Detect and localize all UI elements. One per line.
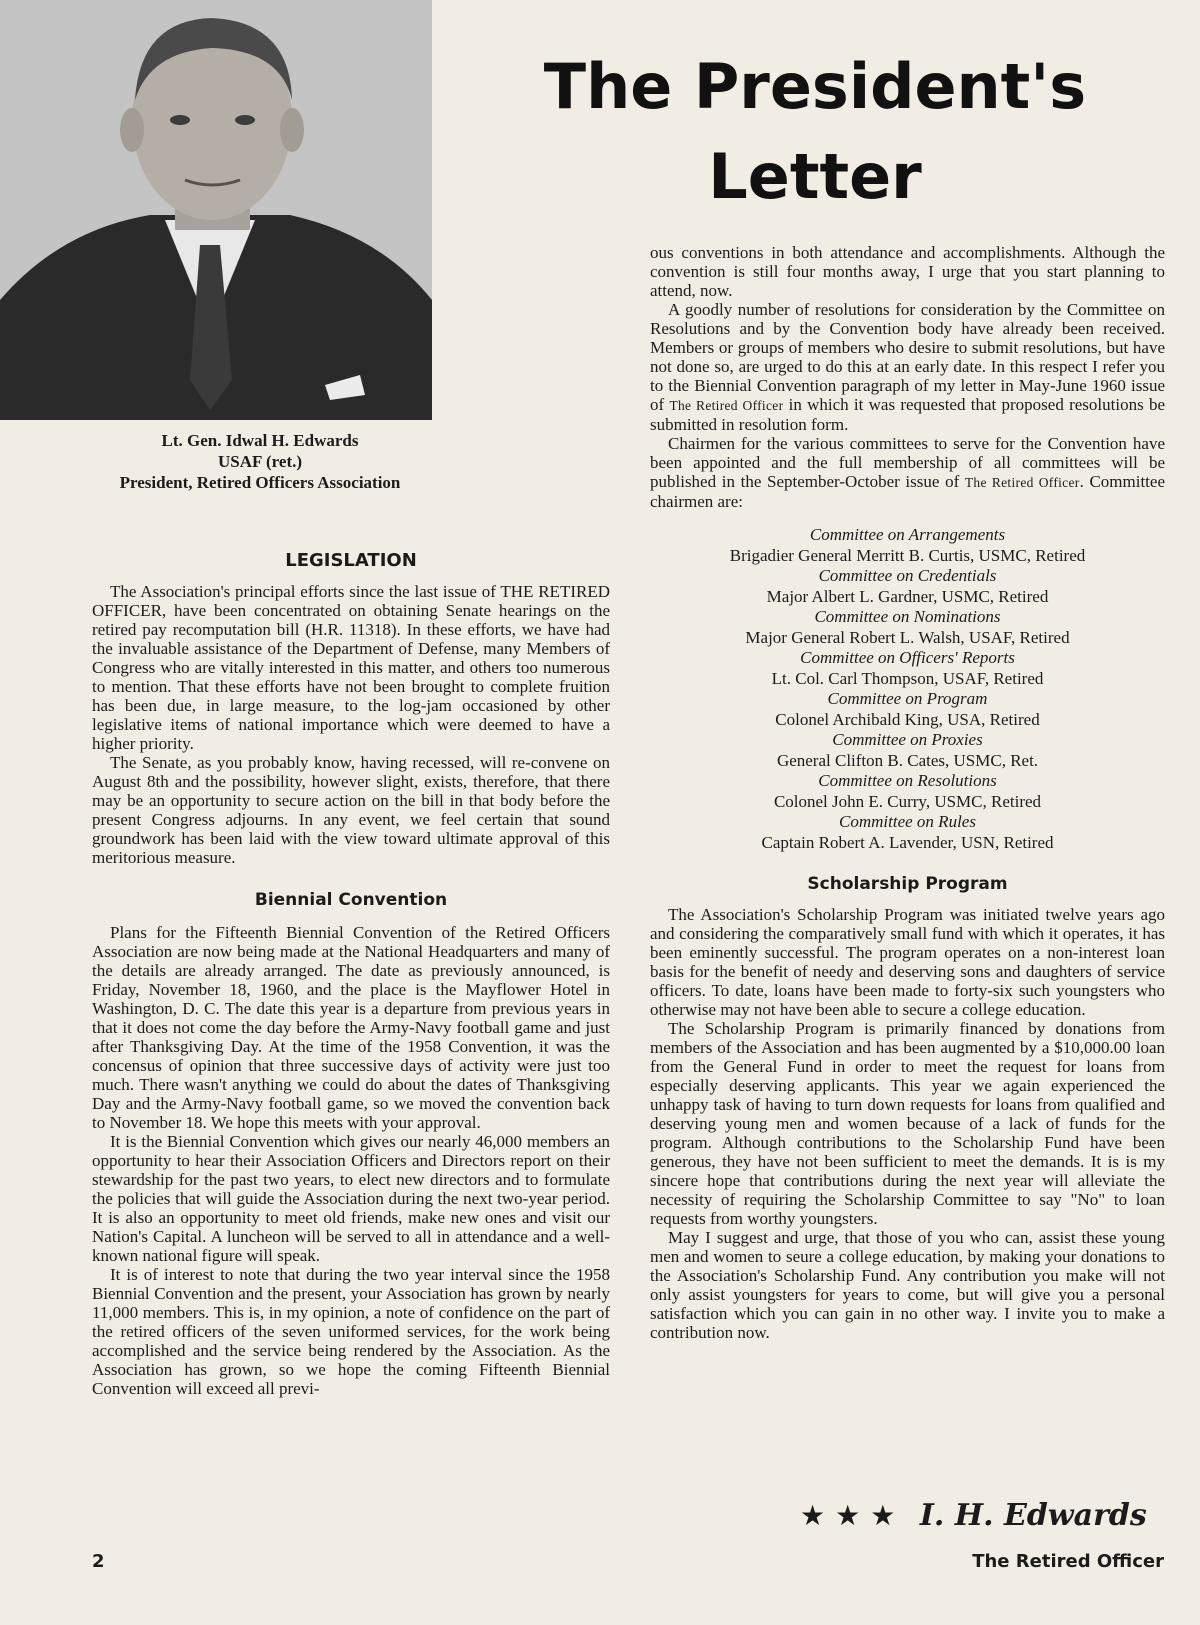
legislation-paragraph-2: The Senate, as you probably know, having recessed, will re-convene on August 8th and the possibility, however slight, exists, therefore, that there may be an opportunity to secure action on the bill in that body before the present Congress adjourns. In any event, we feel certain that sound groundwork has been laid with the view toward ultimate approval of this meritorious measure. (92, 753, 610, 867)
publication-name: The Retired Officer (972, 1551, 1164, 1572)
right-column (650, 243, 1165, 1342)
biennial-paragraph-1: Plans for the Fifteenth Biennial Convention of the Retired Officers Association are now being made at the National Headquarters and many of the details are already arranged. The date as previously announced, is Friday, November 18, 1960, and the place is the Mayflower Hotel in Washington, D. C. The date this year is a departure from previous years in that it does not come the day before the Army-Navy football game and just after Thanksgiving Day. At the time of the 1958 Convention, it was the concensus of opinion that three successive days of activity were just too much. There wasn't anything we could do about the dates of Thanksgiving Day and the Army-Navy football game, so we moved the convention back to November 18. We hope this meets with your approval. (92, 923, 610, 1132)
biennial-paragraph-3: It is of interest to note that during the two year interval since the 1958 Biennial Convention and the present, your Association has grown by nearly 11,000 members. This is, in my opinion, a note of confidence on the part of the retired officers of the seven uniformed services, for the work being accomplished and the service being rendered by the Association. As the Association has grown, so we hope the coming Fifteenth Biennial Convention will exceed all previ- (92, 1265, 610, 1398)
committee-chair: General Clifton B. Cates, USMC, Ret. (776, 751, 1039, 770)
committee-chair: Colonel John E. Curry, USMC, Retired (773, 792, 1042, 811)
biennial-paragraph-4: ous conventions in both attendance and accomplishments. Although the convention is still four months away, I urge that you start planning to attend, now. (650, 243, 1165, 300)
scholarship-heading: Scholarship Program (807, 874, 1008, 894)
scholarship-paragraph-3: May I suggest and urge, that those of you who can, assist these young men and women to seure a college education, by making your donations to the Association's Scholarship Fund. Any contribution you make will not only assist youngsters for years to come, but will give you a personal satisfaction which you can gain in no other way. I invite you to make a contribution now. (650, 1228, 1165, 1342)
portrait-photo (0, 0, 432, 420)
committee-list (650, 525, 1165, 853)
committee-chair: Brigadier General Merritt B. Curtis, USMC, Retired (729, 546, 1086, 565)
committee-name: Committee on Rules (839, 812, 976, 831)
biennial-paragraph-2: It is the Biennial Convention which gives our nearly 46,000 members an opportunity to hear their Association Officers and Directors report on their stewardship for the past two years, to elect new directors and to formulate the policies that will guide the Association during the next two-year period. It is also an opportunity to meet old friends, make new ones and visit our Nation's Capital. A luncheon will be served to all in attendance and a well-known national figure will speak. (92, 1132, 610, 1265)
biennial-p5-text-b: in which it was requested that proposed resolutions be submitted in resolution form. (650, 395, 1166, 434)
title-line-2: Letter (708, 140, 922, 213)
biennial-paragraph-6 (650, 434, 1165, 511)
signature-block (800, 1498, 1180, 1538)
page-title (470, 42, 1160, 222)
biennial-p6-text-b: . Committee chairmen are: (650, 472, 1165, 511)
legislation-paragraph-1: The Association's principal efforts since the last issue of THE RETIRED OFFICER, have been concentrated on obtaining Senate hearings on the retired pay recomputation bill (H.R. 11318). In these efforts, we have had the invaluable assistance of the Department of Defense, many Members of Congress who are vitally interested in this matter, and others too numerous to mention. That these efforts have not been brought to complete fruition has been due, in large measure, to the log-jam occasioned by other legislative items of national importance which were deemed to have a higher priority. (92, 582, 610, 753)
biennial-heading: Biennial Convention (254, 890, 448, 910)
committee-name: Committee on Resolutions (818, 771, 997, 790)
legislation-heading: LEGISLATION (285, 550, 417, 571)
committee-chair: Captain Robert A. Lavender, USN, Retired (761, 833, 1054, 852)
committee-chair: Major Albert L. Gardner, USMC, Retired (766, 587, 1049, 606)
star-icons: ★★★ (800, 1501, 906, 1532)
committee-chair: Lt. Col. Carl Thompson, USAF, Retired (771, 669, 1044, 688)
committee-name: Committee on Proxies (832, 730, 983, 749)
committee-chair: Colonel Archibald King, USA, Retired (775, 710, 1040, 729)
page-number: 2 (92, 1551, 105, 1572)
committee-name: Committee on Officers' Reports (800, 648, 1015, 667)
magazine-name: The Retired Officer (964, 475, 1080, 490)
caption-rank: USAF (ret.) (217, 452, 303, 471)
biennial-p5-text-a: A goodly number of resolutions for consideration by the Committee on Resolutions and by the Convention body have already been received. Members or groups of members who desire to submit resolutions, but have not done so, are urged to do this at an early date. In this respect I refer you to the Biennial Convention paragraph of my letter in May-June 1960 issue of (650, 300, 1165, 414)
biennial-p6-text-a: Chairmen for the various committees to serve for the Convention have been appointed and the full membership of all committees will be published in the September-October issue of (650, 434, 1165, 491)
scholarship-paragraph-1: The Association's Scholarship Program was initiated twelve years ago and considering the comparatively small fund with which it operates, it has been eminently successful. The program operates on a non-interest loan basis for the benefit of needy and deserving sons and daughters of service officers. To date, loans have been made to forty-six such youngsters who otherwise may not have been able to secure a college education. (650, 905, 1165, 1019)
caption-title: President, Retired Officers Association (119, 473, 401, 492)
signature: I. H. Edwards (919, 1498, 1147, 1533)
magazine-name: The Retired Officer (669, 398, 784, 413)
biennial-paragraph-5 (650, 300, 1165, 434)
scholarship-paragraph-2: The Scholarship Program is primarily financed by donations from members of the Association and has been augmented by a $10,000.00 loan from the General Fund in order to meet the request for loans from especially deserving applicants. This year we again experienced the unhappy task of having to turn down requests for loans from qualified and deserving young men and women because of a lack of funds for the program. Although contributions to the Scholarship Fund have been generous, they have not been sufficient to meet the demands. It is is my sincere hope that contributions during the next year will alleviate the necessity of requiring the Scholarship Committee to say "No" to loan requests from worthy youngsters. (650, 1019, 1165, 1228)
committee-name: Committee on Program (827, 689, 988, 708)
photo-caption (60, 430, 460, 493)
committee-name: Committee on Credentials (818, 566, 997, 585)
committee-name: Committee on Nominations (814, 607, 1001, 626)
committee-chair: Major General Robert L. Walsh, USAF, Retired (745, 628, 1070, 647)
caption-name: Lt. Gen. Idwal H. Edwards (161, 431, 359, 450)
title-line-1: The President's (543, 50, 1087, 123)
president-portrait (0, 0, 432, 420)
left-column (92, 550, 610, 1398)
committee-name: Committee on Arrangements (809, 525, 1006, 544)
